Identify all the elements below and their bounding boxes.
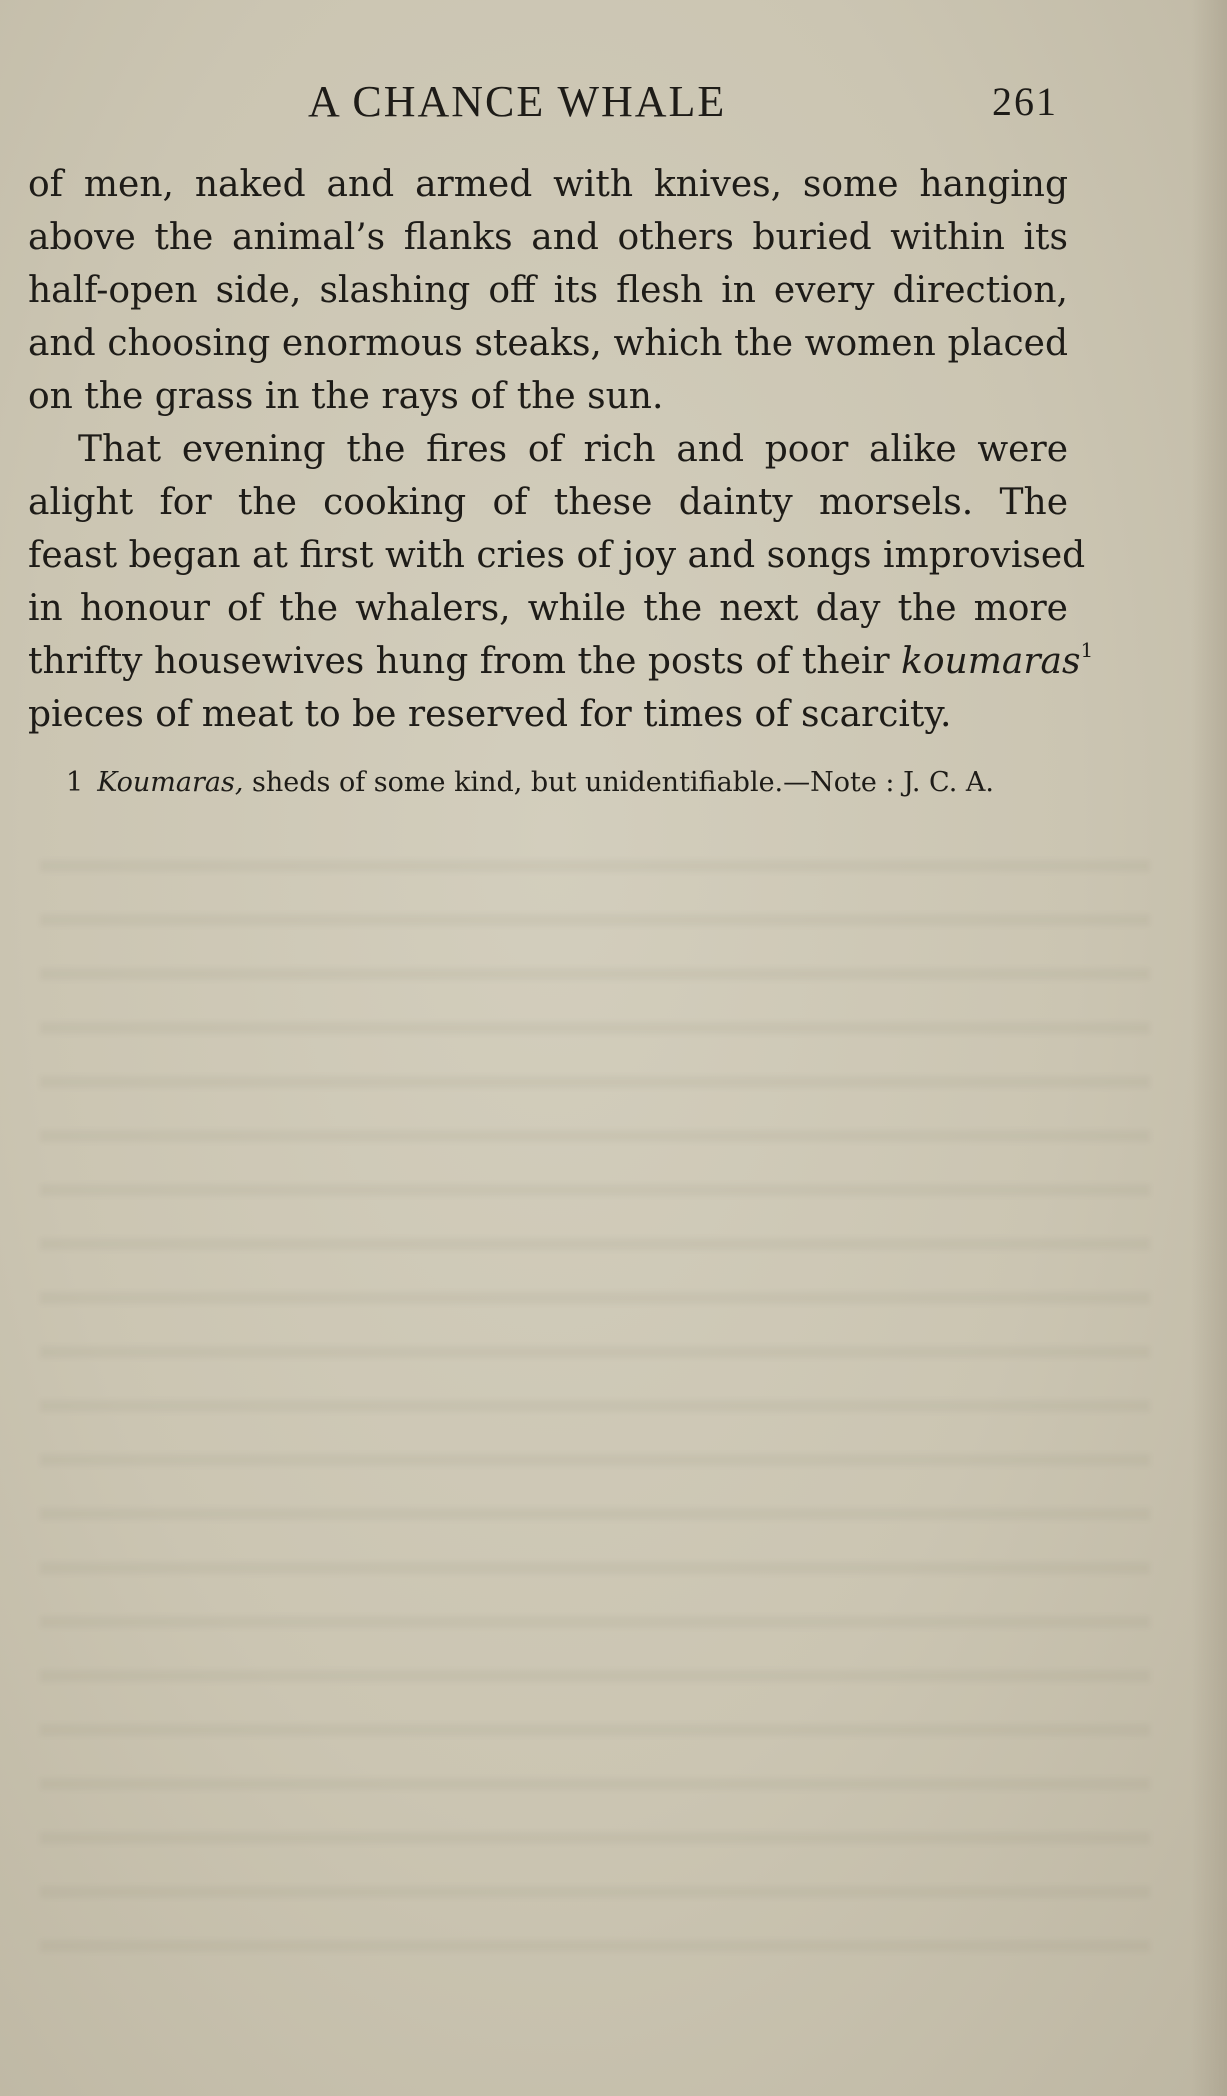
line-text: thrifty housewives hung from the posts of their bbox=[28, 641, 890, 682]
page-number: 261 bbox=[992, 79, 1058, 124]
footnote-text: sheds of some kind, but unidentifiable.—Note : J. C. A. bbox=[252, 767, 994, 798]
footnote bbox=[66, 763, 994, 803]
body-text bbox=[28, 158, 1094, 741]
text-line: feast began at first with cries of joy and songs improvised bbox=[28, 535, 1086, 576]
running-title: A CHANCE WHALE bbox=[308, 77, 727, 126]
text-line-with-term bbox=[28, 635, 1094, 688]
text-line: alight for the cooking of these dainty morsels. The bbox=[28, 482, 1068, 523]
foreign-term: koumaras bbox=[901, 641, 1081, 682]
text-line: in honour of the whalers, while the next day the more bbox=[28, 588, 1068, 629]
footnote-reference: 1 bbox=[1080, 638, 1094, 662]
paragraph-2 bbox=[28, 423, 1094, 741]
page-edge-shadow bbox=[1191, 0, 1227, 2096]
show-through-text bbox=[40, 830, 1150, 1980]
running-head bbox=[0, 72, 1227, 132]
footnote-term: Koumaras, bbox=[97, 767, 244, 798]
text-line: on the grass in the rays of the sun. bbox=[28, 376, 664, 417]
text-line: pieces of meat to be reserved for times of scarcity. bbox=[28, 694, 952, 735]
text-line: and choosing enormous steaks, which the women placed bbox=[28, 323, 1068, 364]
text-line: above the animal’s flanks and others buried within its bbox=[28, 217, 1068, 258]
footnote-marker: 1 bbox=[66, 767, 84, 798]
text-line: half-open side, slashing off its flesh in every direction, bbox=[28, 270, 1068, 311]
text-line: That evening the fires of rich and poor alike were bbox=[78, 429, 1068, 470]
text-line: of men, naked and armed with knives, some hanging bbox=[28, 164, 1068, 205]
paragraph-1 bbox=[28, 158, 1068, 423]
